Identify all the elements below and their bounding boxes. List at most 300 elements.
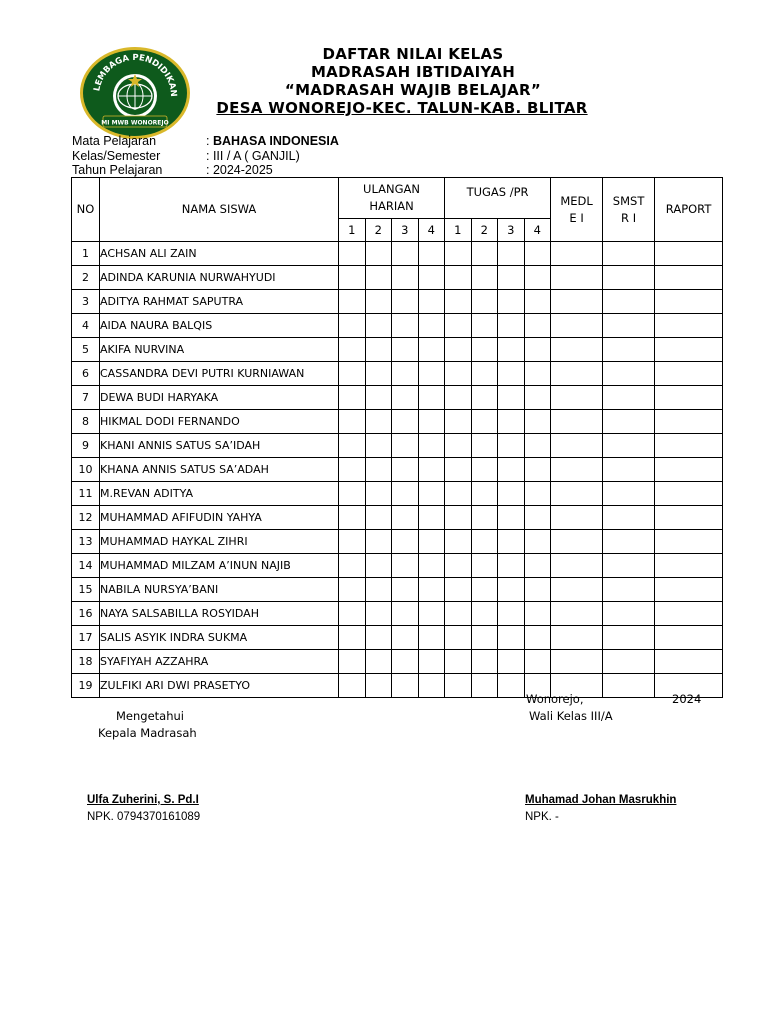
grade-cell[interactable] <box>498 506 525 530</box>
grade-cell[interactable] <box>445 626 472 650</box>
grade-cell[interactable] <box>392 602 419 626</box>
grade-cell[interactable] <box>445 602 472 626</box>
year-label: Tahun Pelajaran <box>72 163 163 177</box>
grade-cell[interactable] <box>524 242 551 266</box>
grade-cell[interactable] <box>655 242 723 266</box>
grade-cell[interactable] <box>339 458 366 482</box>
grade-cell[interactable] <box>365 410 392 434</box>
grade-cell[interactable] <box>551 602 603 626</box>
grade-cell[interactable] <box>498 362 525 386</box>
student-number: 13 <box>72 530 100 554</box>
grade-cell[interactable] <box>498 482 525 506</box>
student-name: KHANI ANNIS SATUS SA’IDAH <box>100 434 339 458</box>
grade-cell[interactable] <box>418 602 445 626</box>
grade-cell[interactable] <box>603 242 655 266</box>
grade-cell[interactable] <box>418 530 445 554</box>
student-name: SYAFIYAH AZZAHRA <box>100 650 339 674</box>
grade-cell[interactable] <box>339 578 366 602</box>
headmaster-npk: NPK. 0794370161089 <box>87 811 201 823</box>
grade-cell[interactable] <box>524 338 551 362</box>
uh-sub-header-3: 3 <box>392 219 419 242</box>
grade-cell[interactable] <box>339 626 366 650</box>
grade-cell[interactable] <box>445 530 472 554</box>
grade-cell[interactable] <box>365 554 392 578</box>
title-line-4: DESA WONOREJO-KEC. TALUN-KAB. BLITAR <box>216 99 588 117</box>
footer-left-title-1: Mengetahui <box>116 709 184 723</box>
title-line-2: MADRASAH IBTIDAIYAH <box>310 63 516 81</box>
year-value: : 2024-2025 <box>206 163 273 177</box>
student-name: MUHAMMAD HAYKAL ZIHRI <box>100 530 339 554</box>
grade-cell[interactable] <box>365 434 392 458</box>
table-row <box>72 506 723 530</box>
table-row <box>72 434 723 458</box>
grade-cell[interactable] <box>365 362 392 386</box>
student-name: CASSANDRA DEVI PUTRI KURNIAWAN <box>100 362 339 386</box>
col-no-header: NO <box>72 178 100 242</box>
grade-cell[interactable] <box>392 554 419 578</box>
grade-cell[interactable] <box>603 458 655 482</box>
grade-cell[interactable] <box>524 506 551 530</box>
grade-cell[interactable] <box>655 458 723 482</box>
homeroom-teacher-name: Muhamad Johan Masrukhin <box>525 794 677 806</box>
student-number: 10 <box>72 458 100 482</box>
grade-cell[interactable] <box>392 530 419 554</box>
grade-cell[interactable] <box>365 674 392 698</box>
student-name: AKIFA NURVINA <box>100 338 339 362</box>
tugas-sub-header-2: 2 <box>471 219 498 242</box>
student-name: M.REVAN ADITYA <box>100 482 339 506</box>
grade-cell[interactable] <box>655 554 723 578</box>
grade-cell[interactable] <box>392 506 419 530</box>
grade-cell[interactable] <box>655 602 723 626</box>
grade-cell[interactable] <box>365 602 392 626</box>
footer-year: 2024 <box>672 692 702 706</box>
grade-cell[interactable] <box>498 410 525 434</box>
grade-cell[interactable] <box>655 650 723 674</box>
grade-cell[interactable] <box>551 362 603 386</box>
grade-cell[interactable] <box>471 266 498 290</box>
grade-cell[interactable] <box>392 410 419 434</box>
grade-cell[interactable] <box>365 266 392 290</box>
grade-cell[interactable] <box>603 626 655 650</box>
uh-sub-header-1: 1 <box>339 219 366 242</box>
col-uh-header: ULANGAN HARIAN <box>339 178 445 219</box>
grade-cell[interactable] <box>603 530 655 554</box>
grade-cell[interactable] <box>551 626 603 650</box>
student-name: ZULFIKI ARI DWI PRASETYO <box>100 674 339 698</box>
student-name: DEWA BUDI HARYAKA <box>100 386 339 410</box>
grade-cell[interactable] <box>655 578 723 602</box>
grade-cell[interactable] <box>524 362 551 386</box>
grade-cell[interactable] <box>418 650 445 674</box>
grade-cell[interactable] <box>524 458 551 482</box>
table-row <box>72 602 723 626</box>
footer-left-title-2: Kepala Madrasah <box>98 726 197 740</box>
grade-cell[interactable] <box>498 578 525 602</box>
subject-label: Mata Pelajaran <box>72 134 157 148</box>
grade-cell[interactable] <box>445 338 472 362</box>
grade-cell[interactable] <box>339 362 366 386</box>
grade-cell[interactable] <box>339 410 366 434</box>
school-logo <box>79 46 191 140</box>
footer-place: Wonorejo, <box>526 692 584 706</box>
grade-cell[interactable] <box>551 290 603 314</box>
subject-value: BAHASA INDONESIA <box>212 134 339 148</box>
grade-cell[interactable] <box>365 626 392 650</box>
grade-cell[interactable] <box>603 338 655 362</box>
grade-cell[interactable] <box>603 410 655 434</box>
student-name: MUHAMMAD MILZAM A’INUN NAJIB <box>100 554 339 578</box>
grade-cell[interactable] <box>392 266 419 290</box>
grade-cell[interactable] <box>418 242 445 266</box>
grade-cell[interactable] <box>498 434 525 458</box>
table-row <box>72 314 723 338</box>
grade-cell[interactable] <box>603 434 655 458</box>
col-name-header: NAMA SISWA <box>100 178 339 242</box>
grade-cell[interactable] <box>551 578 603 602</box>
student-name: AIDA NAURA BALQIS <box>100 314 339 338</box>
grade-cell[interactable] <box>498 602 525 626</box>
grade-cell[interactable] <box>392 314 419 338</box>
grade-cell[interactable] <box>551 650 603 674</box>
grade-cell[interactable] <box>365 506 392 530</box>
grade-cell[interactable] <box>339 554 366 578</box>
grade-cell[interactable] <box>655 530 723 554</box>
grade-cell[interactable] <box>445 266 472 290</box>
student-number: 7 <box>72 386 100 410</box>
col-tugas-header: TUGAS /PR <box>445 178 551 219</box>
student-number: 18 <box>72 650 100 674</box>
table-row <box>72 290 723 314</box>
grade-cell[interactable] <box>551 482 603 506</box>
student-name: NABILA NURSYA’BANI <box>100 578 339 602</box>
grade-cell[interactable] <box>445 386 472 410</box>
col-smstr-header: SMSTR I <box>603 178 655 242</box>
student-number: 6 <box>72 362 100 386</box>
grade-cell[interactable] <box>471 554 498 578</box>
grade-cell[interactable] <box>655 362 723 386</box>
table-row <box>72 554 723 578</box>
headmaster-name: Ulfa Zuherini, S. Pd.I <box>87 794 199 806</box>
grade-cell[interactable] <box>392 650 419 674</box>
grade-cell[interactable] <box>603 554 655 578</box>
grade-cell[interactable] <box>339 242 366 266</box>
grade-cell[interactable] <box>418 314 445 338</box>
grade-cell[interactable] <box>445 650 472 674</box>
grade-cell[interactable] <box>603 482 655 506</box>
grade-cell[interactable] <box>524 530 551 554</box>
grade-cell[interactable] <box>339 266 366 290</box>
grade-cell[interactable] <box>603 290 655 314</box>
grade-cell[interactable] <box>418 338 445 362</box>
grade-cell[interactable] <box>498 386 525 410</box>
student-number: 9 <box>72 434 100 458</box>
grade-cell[interactable] <box>339 314 366 338</box>
grade-cell[interactable] <box>498 554 525 578</box>
grade-cell[interactable] <box>498 530 525 554</box>
grade-cell[interactable] <box>524 554 551 578</box>
grade-cell[interactable] <box>418 506 445 530</box>
grade-cell[interactable] <box>471 242 498 266</box>
grade-cell[interactable] <box>471 458 498 482</box>
grade-cell[interactable] <box>392 290 419 314</box>
grade-cell[interactable] <box>524 290 551 314</box>
grade-cell[interactable] <box>365 290 392 314</box>
grade-cell[interactable] <box>365 482 392 506</box>
grade-cell[interactable] <box>471 626 498 650</box>
grade-cell[interactable] <box>655 506 723 530</box>
grade-cell[interactable] <box>392 626 419 650</box>
student-name: HIKMAL DODI FERNANDO <box>100 410 339 434</box>
grade-cell[interactable] <box>471 338 498 362</box>
grade-cell[interactable] <box>498 290 525 314</box>
grade-cell[interactable] <box>498 266 525 290</box>
grade-cell[interactable] <box>445 554 472 578</box>
table-row <box>72 386 723 410</box>
grade-cell[interactable] <box>339 290 366 314</box>
grade-cell[interactable] <box>392 362 419 386</box>
grade-cell[interactable] <box>418 554 445 578</box>
grade-cell[interactable] <box>418 434 445 458</box>
grade-cell[interactable] <box>339 650 366 674</box>
student-number: 12 <box>72 506 100 530</box>
table-row <box>72 650 723 674</box>
grade-cell[interactable] <box>603 578 655 602</box>
grade-cell[interactable] <box>524 410 551 434</box>
grade-cell[interactable] <box>365 650 392 674</box>
grade-cell[interactable] <box>551 410 603 434</box>
grade-cell[interactable] <box>418 578 445 602</box>
footer-right-title: Wali Kelas III/A <box>529 709 613 723</box>
student-name: KHANA ANNIS SATUS SA’ADAH <box>100 458 339 482</box>
grade-cell[interactable] <box>418 266 445 290</box>
student-number: 16 <box>72 602 100 626</box>
student-number: 1 <box>72 242 100 266</box>
student-name: NAYA SALSABILLA ROSYIDAH <box>100 602 339 626</box>
student-number: 4 <box>72 314 100 338</box>
grade-cell[interactable] <box>524 626 551 650</box>
grade-cell[interactable] <box>339 674 366 698</box>
grade-cell[interactable] <box>418 482 445 506</box>
student-number: 5 <box>72 338 100 362</box>
grade-cell[interactable] <box>418 290 445 314</box>
grade-cell[interactable] <box>498 314 525 338</box>
grade-cell[interactable] <box>392 338 419 362</box>
grade-table <box>71 177 723 698</box>
title-line-1: DAFTAR NILAI KELAS <box>322 45 504 63</box>
grade-cell[interactable] <box>471 506 498 530</box>
grade-cell[interactable] <box>603 362 655 386</box>
grade-cell[interactable] <box>551 242 603 266</box>
student-number: 15 <box>72 578 100 602</box>
grade-cell[interactable] <box>392 482 419 506</box>
class-label: Kelas/Semester <box>72 149 161 163</box>
grade-cell[interactable] <box>551 266 603 290</box>
logo-ring-text: LEMBAGA PENDIDIKAN <box>92 52 179 98</box>
grade-cell[interactable] <box>524 386 551 410</box>
grade-cell[interactable] <box>655 290 723 314</box>
table-row <box>72 458 723 482</box>
grade-cell[interactable] <box>498 338 525 362</box>
grade-cell[interactable] <box>524 482 551 506</box>
grade-cell[interactable] <box>471 650 498 674</box>
grade-cell[interactable] <box>418 458 445 482</box>
grade-cell[interactable] <box>445 314 472 338</box>
grade-cell[interactable] <box>551 338 603 362</box>
table-row <box>72 578 723 602</box>
grade-cell[interactable] <box>339 506 366 530</box>
grade-cell[interactable] <box>471 530 498 554</box>
grade-cell[interactable] <box>445 506 472 530</box>
table-row <box>72 530 723 554</box>
grade-cell[interactable] <box>655 626 723 650</box>
grade-cell[interactable] <box>365 242 392 266</box>
student-number: 11 <box>72 482 100 506</box>
grade-cell[interactable] <box>418 362 445 386</box>
grade-cell[interactable] <box>392 386 419 410</box>
grade-cell[interactable] <box>418 410 445 434</box>
grade-cell[interactable] <box>655 338 723 362</box>
grade-cell[interactable] <box>655 410 723 434</box>
grade-cell[interactable] <box>655 386 723 410</box>
table-row <box>72 626 723 650</box>
grade-cell[interactable] <box>392 434 419 458</box>
student-number: 14 <box>72 554 100 578</box>
student-name: ADINDA KARUNIA NURWAHYUDI <box>100 266 339 290</box>
grade-cell[interactable] <box>551 554 603 578</box>
grade-cell[interactable] <box>551 458 603 482</box>
grade-cell[interactable] <box>471 290 498 314</box>
grade-cell[interactable] <box>365 314 392 338</box>
logo-banner-text: MI MWB WONOREJO <box>101 119 169 127</box>
grade-cell[interactable] <box>471 674 498 698</box>
grade-cell[interactable] <box>339 602 366 626</box>
table-row <box>72 242 723 266</box>
student-name: MUHAMMAD AFIFUDIN YAHYA <box>100 506 339 530</box>
grade-cell[interactable] <box>524 314 551 338</box>
grade-cell[interactable] <box>471 410 498 434</box>
grade-cell[interactable] <box>498 674 525 698</box>
table-row <box>72 338 723 362</box>
class-value: : III / A ( GANJIL) <box>206 149 300 163</box>
table-row <box>72 266 723 290</box>
grade-cell[interactable] <box>471 482 498 506</box>
grade-cell[interactable] <box>551 530 603 554</box>
grade-cell[interactable] <box>445 674 472 698</box>
grade-cell[interactable] <box>445 458 472 482</box>
tugas-sub-header-4: 4 <box>524 219 551 242</box>
grade-cell[interactable] <box>655 314 723 338</box>
grade-cell[interactable] <box>365 530 392 554</box>
student-number: 8 <box>72 410 100 434</box>
grade-cell[interactable] <box>603 266 655 290</box>
grade-cell[interactable] <box>445 362 472 386</box>
grade-cell[interactable] <box>365 578 392 602</box>
grade-cell[interactable] <box>365 458 392 482</box>
grade-cell[interactable] <box>418 674 445 698</box>
grade-cell[interactable] <box>524 578 551 602</box>
grade-cell[interactable] <box>471 434 498 458</box>
grade-cell[interactable] <box>603 650 655 674</box>
grade-cell[interactable] <box>339 530 366 554</box>
uh-sub-header-2: 2 <box>365 219 392 242</box>
grade-cell[interactable] <box>655 482 723 506</box>
table-row <box>72 482 723 506</box>
grade-cell[interactable] <box>445 290 472 314</box>
student-number: 3 <box>72 290 100 314</box>
grade-cell[interactable] <box>471 602 498 626</box>
student-number: 17 <box>72 626 100 650</box>
grade-cell[interactable] <box>524 434 551 458</box>
col-raport-header: RAPORT <box>655 178 723 242</box>
grade-cell[interactable] <box>471 314 498 338</box>
grade-cell[interactable] <box>655 266 723 290</box>
grade-cell[interactable] <box>418 626 445 650</box>
grade-cell[interactable] <box>339 434 366 458</box>
grade-cell[interactable] <box>445 410 472 434</box>
grade-cell[interactable] <box>339 386 366 410</box>
grade-cell[interactable] <box>339 338 366 362</box>
grade-cell[interactable] <box>339 482 366 506</box>
grade-cell[interactable] <box>392 242 419 266</box>
table-row <box>72 674 723 698</box>
student-number: 19 <box>72 674 100 698</box>
grade-cell[interactable] <box>655 434 723 458</box>
grade-cell[interactable] <box>498 650 525 674</box>
grade-cell[interactable] <box>524 602 551 626</box>
tugas-sub-header-1: 1 <box>445 219 472 242</box>
homeroom-teacher-npk: NPK. - <box>525 811 559 823</box>
grade-cell[interactable] <box>392 458 419 482</box>
grade-cell[interactable] <box>603 386 655 410</box>
tugas-sub-header-3: 3 <box>498 219 525 242</box>
grade-cell[interactable] <box>551 314 603 338</box>
grade-cell[interactable] <box>471 362 498 386</box>
grade-cell[interactable] <box>445 482 472 506</box>
uh-sub-header-4: 4 <box>418 219 445 242</box>
student-name: ADITYA RAHMAT SAPUTRA <box>100 290 339 314</box>
grade-cell[interactable] <box>603 602 655 626</box>
grade-cell[interactable] <box>365 386 392 410</box>
grade-cell[interactable] <box>471 578 498 602</box>
grade-cell[interactable] <box>551 434 603 458</box>
col-medle-header: MEDLE I <box>551 178 603 242</box>
grade-cell[interactable] <box>418 386 445 410</box>
table-row <box>72 362 723 386</box>
grade-cell[interactable] <box>365 338 392 362</box>
grade-cell[interactable] <box>551 386 603 410</box>
table-row <box>72 410 723 434</box>
grade-cell[interactable] <box>392 578 419 602</box>
grade-cell[interactable] <box>603 674 655 698</box>
grade-cell[interactable] <box>524 266 551 290</box>
grade-cell[interactable] <box>603 314 655 338</box>
student-name: SALIS ASYIK INDRA SUKMA <box>100 626 339 650</box>
grade-cell[interactable] <box>498 458 525 482</box>
grade-cell[interactable] <box>551 506 603 530</box>
grade-cell[interactable] <box>471 386 498 410</box>
grade-cell[interactable] <box>392 674 419 698</box>
student-number: 2 <box>72 266 100 290</box>
grade-cell[interactable] <box>445 434 472 458</box>
grade-cell[interactable] <box>445 242 472 266</box>
grade-cell[interactable] <box>524 650 551 674</box>
grade-cell[interactable] <box>445 578 472 602</box>
grade-cell[interactable] <box>603 506 655 530</box>
grade-cell[interactable] <box>498 242 525 266</box>
grade-cell[interactable] <box>498 626 525 650</box>
student-name: ACHSAN ALI ZAIN <box>100 242 339 266</box>
